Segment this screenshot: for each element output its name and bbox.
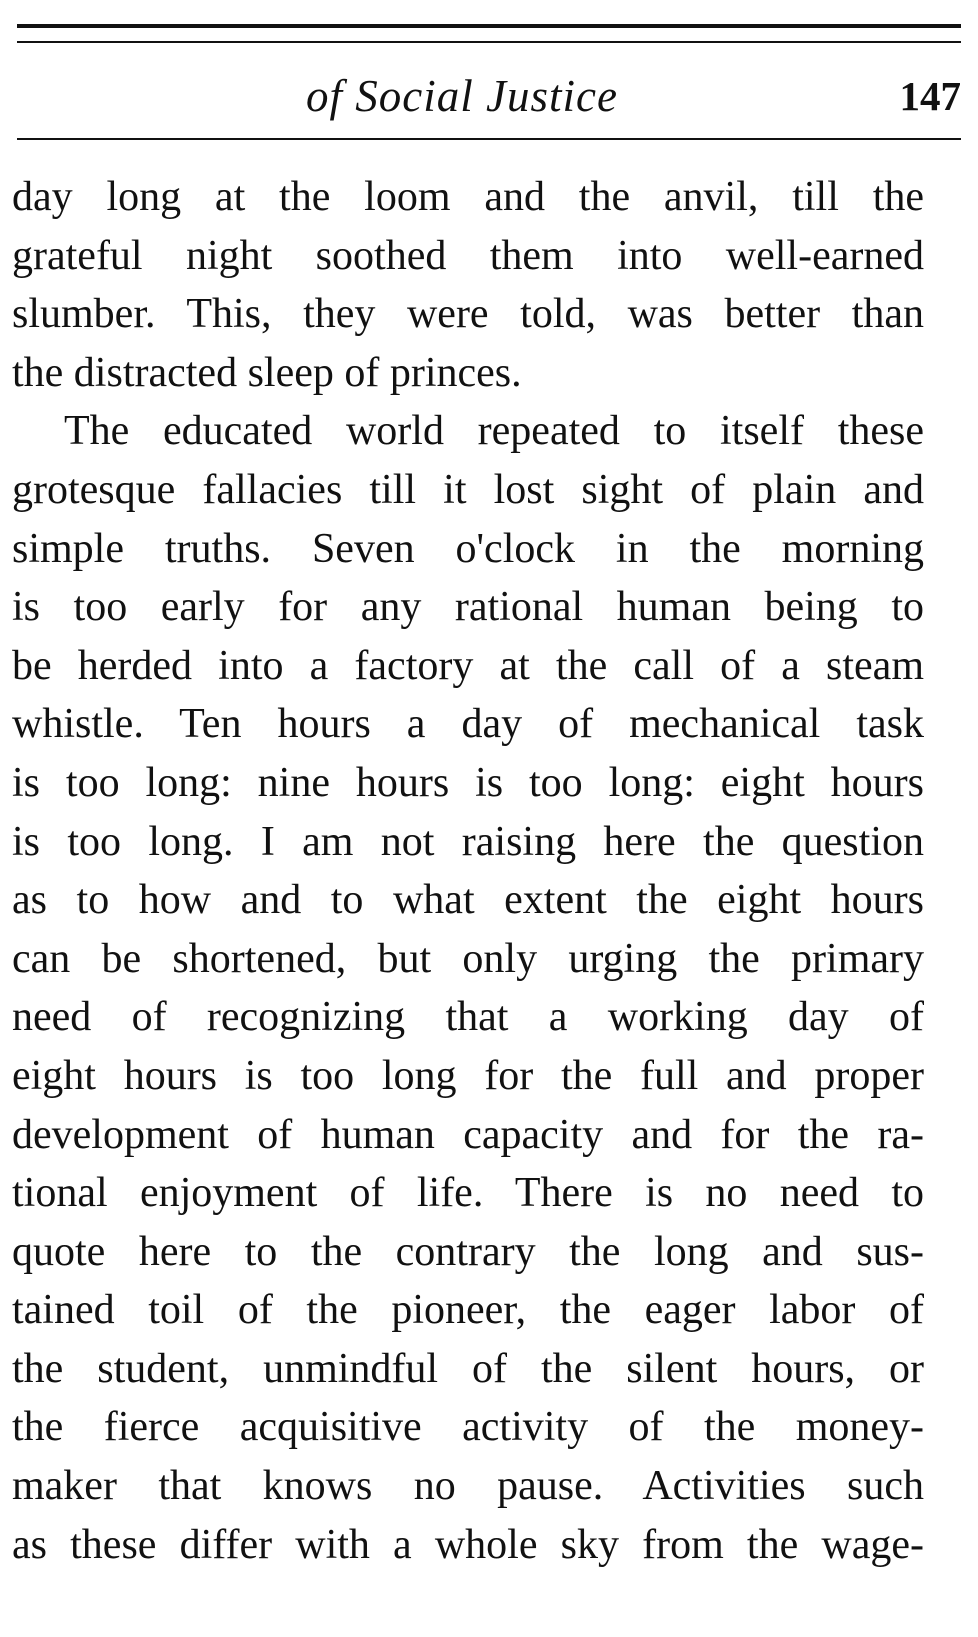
text-line: can be shortened, but only urging the primary [12,935,924,982]
text-line: grateful night soothed them into well-earned [12,232,924,279]
text-line: day long at the loom and the anvil, till the [12,174,924,220]
text-line: The educated world repeated to itself these [64,408,924,455]
page-number: 147 [899,73,961,119]
text-line: is too early for any rational human being to [12,584,924,631]
text-line: need of recognizing that a working day of [12,994,924,1041]
top-rule-thin [17,41,961,43]
running-title: of Social Justice [306,71,618,121]
text-line: the fierce acquisitive activity of the money- [12,1404,924,1451]
text-line: as these differ with a whole sky from the wage- [12,1521,924,1568]
text-line: the student, unmindful of the silent hours, or [12,1345,924,1392]
text-line: as to how and to what extent the eight hours [12,877,924,924]
text-line: whistle. Ten hours a day of mechanical task [12,701,924,748]
text-line: eight hours is too long for the full and proper [12,1052,924,1099]
text-line: is too long: nine hours is too long: eight hours [12,759,924,806]
running-head [17,64,961,128]
body-text [12,168,924,1574]
text-line: is too long. I am not raising here the question [12,818,924,865]
text-line: tional enjoyment of life. There is no need to [12,1170,924,1217]
text-line: be herded into a factory at the call of a steam [12,642,924,689]
text-line: simple truths. Seven o'clock in the morning [12,525,924,572]
top-rule-thick [17,24,961,28]
text-line: quote here to the contrary the long and sus- [12,1228,924,1275]
text-line: development of human capacity and for the ra- [12,1111,924,1158]
text-line: maker that knows no pause. Activities such [12,1463,924,1510]
text-line: the distracted sleep of princes. [12,349,522,396]
text-line: grotesque fallacies till it lost sight of plain and [12,466,924,513]
text-line: slumber. This, they were told, was better than [12,291,924,338]
text-line: tained toil of the pioneer, the eager labor of [12,1287,924,1334]
header-rule [17,138,961,140]
